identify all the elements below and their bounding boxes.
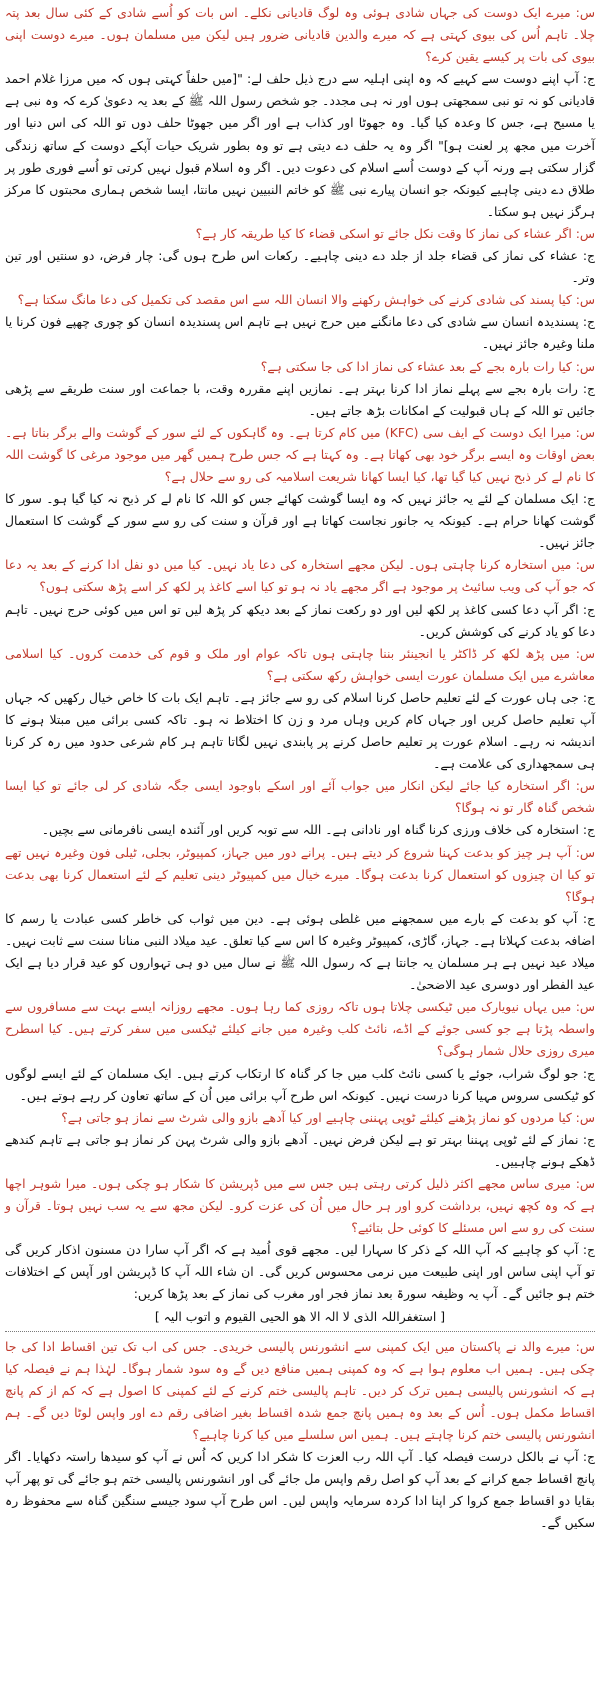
- question-text: س: میں یہاں نیویارک میں ٹیکسی چلاتا ہوں تاکہ روزی کما رہا ہوں۔ مجھے روزانہ ایسے بہت سے مسافروں سے واسطہ پڑتا ہے جو کسی جوئے کے اڈے، نائٹ کلب وغیرہ میں جانے کیلئے ٹیکسی میں سفر کرتے ہیں۔ کیا اسطرح میری روزی حلال شمار ہوگی؟: [5, 999, 595, 1059]
- answer-text: ج: استخارہ کی خلاف ورزی کرنا گناہ اور نادانی ہے۔ اللہ سے توبہ کریں اور آئندہ ایسی نافرمانی سے بچیں۔: [41, 822, 595, 838]
- question-text: س: میرا ایک دوست کے ایف سی (KFC) میں کام کرتا ہے۔ وہ گاہکوں کے لئے سور کے گوشت والے برگر بناتا ہے۔ بعض اوقات وہ ایسے برگر خود بھی کھاتا ہے۔ وہ کہتا ہے کہ جس طرح ہمیں گھر میں موجود مرغی کا گوشت اللہ کا نام لے کر ذبح نہیں کیا گیا تھا، کیا ایسا کھانا شریعت اسلامیہ کی رو سے حلال ہے؟: [5, 424, 595, 484]
- section-divider: [5, 1331, 595, 1332]
- answer-text: ج: اگر آپ دعا کسی کاغذ پر لکھ لیں اور دو رکعت نماز کے بعد دیکھ کر پڑھ لیں تو اس میں کوئی حرج نہیں۔ تاہم دعا کو یاد کرنے کی کوشش کریں۔: [5, 601, 595, 639]
- question-text: س: میرے والد نے پاکستان میں ایک کمپنی سے انشورنس پالیسی خریدی۔ جس کی اب تک تین اقساط ادا کی جا چکی ہیں۔ ہمیں اب معلوم ہوا ہے کہ وہ کمپنی ہمیں منافع دیں گے وہ سود شمار ہوگا۔ لہٰذا ہم نے فیصلہ کیا ہے کہ انشورنس پالیسی ہمیں ترک کر دیں۔ تاہم پالیسی ختم کرنے کے لئے کمپنی کا اصول ہے کہ کم از کم پانچ اقساط مکمل ہوں۔ اُس کے بعد وہ ہمیں پانچ جمع شدہ اقساط بغیر اضافی رقم دے اور واپس لوٹا دیں گے۔ ہم انشورنس پالیسی ختم کرنا چاہتے ہیں۔ ہمیں اس سلسلے میں کیا کرنا چاہیے؟: [5, 1338, 595, 1442]
- answer-text: ج: آپ نے بالکل درست فیصلہ کیا۔ آپ اللہ رب العزت کا شکر ادا کریں کہ اُس نے آپ کو سیدھا راستہ دکھایا۔ اگر پانچ اقساط جمع کرانے کے بعد آپ کو اصل رقم واپس مل جائے گی اور انشورنس پالیسی ختم ہو جائے گی تو پھر آپ بقایا دو اقساط جمع کروا کر اپنا ادا کردہ سرمایہ واپس لیں۔ اس طرح آپ سود جیسے سنگین گناہ سے محفوظ رہ سکیں گے۔: [4, 1449, 595, 1531]
- answer-text: ج: رات بارہ بجے سے پہلے نماز ادا کرنا بہتر ہے۔ نمازیں اپنے مقررہ وقت، با جماعت اور سنت طریقے سے پڑھی جائیں تو اللہ کے ہاں قبولیت کے امکانات بڑھ جاتے ہیں۔: [5, 380, 595, 418]
- question-text: س: آپ ہر چیز کو بدعت کہنا شروع کر دیتے ہیں۔ پرانے دور میں جہاز، کمپیوٹر، بجلی، ٹیلی فون وغیرہ نہیں تھے تو کیا ان چیزوں کو استعمال کرنا بدعت ہوگا۔ میرے خیال میں کمپیوٹر دینی تعلیم کے لئے استعمال کرنا بھی بدعت ہوگا؟: [5, 844, 595, 904]
- question-text: س: اگر عشاء کی نماز کا وقت نکل جائے تو اسکی قضاء کا کیا طریقہ کار ہے؟: [195, 225, 595, 241]
- question-text: س: کیا رات بارہ بجے کے بعد عشاء کی نماز ادا کی جا سکتی ہے؟: [260, 358, 595, 374]
- answer-text: ج: ایک مسلمان کے لئے یہ جائز نہیں کہ وہ ایسا گوشت کھائے جس کو اللہ کا نام لے کر ذبح نہ کیا گیا ہو۔ سور کا گوشت کھانا حرام ہے۔ کیونکہ یہ جانور نجاست کھاتا ہے اور قرآن و سنت کی رو سے سور کے گوشت کا استعمال جائز نہیں۔: [5, 491, 595, 551]
- question-text: س: میری ساس مجھے اکثر ذلیل کرتی رہتی ہیں جس سے میں ڈپریشن کا شکار ہو چکی ہوں۔ میرا شوہر اچھا ہے کہ وہ کچھ نہیں، برداشت کرو اور ہر حال میں اُن کی عزت کرو۔ لیکن مجھ سے یہ سب نہیں ہوتا۔ قرآن و سنت کی رو سے اس مسئلے کا کوئی حل بتائیے؟: [5, 1175, 595, 1236]
- answer-text: ج: آپ کو چاہیے کہ آپ اللہ کے ذکر کا سہارا لیں۔ مجھے قوی اُمید ہے کہ اگر آپ سارا دن مسنون اذکار کریں گی تو آپ اپنی ساس اور اپنی طبیعت میں نرمی محسوس کریں گی۔ ان شاء اللہ آپ کا ڈپریشن اور آپس کے اختلافات ختم ہو جائیں گے۔ آپ یہ وظیفہ سورۃ بعد نماز فجر اور مغرب کی نماز کے بعد پڑھا کریں:: [5, 1242, 595, 1302]
- question-text: س: کیا پسند کی شادی کرنے کی خواہش رکھنے والا انسان اللہ سے اس مقصد کی تکمیل کی دعا مانگ سکتا ہے؟: [17, 292, 595, 308]
- question-text: س: میرے ایک دوست کی جہاں شادی ہوئی وہ لوگ قادیانی نکلے۔ اس بات کو اُسے شادی کے کئی سال بعد پتہ چلا۔ تاہم اُس کی بیوی کہتی ہے کہ میرے والدین قادیانی ضرور ہیں لیکن میں مسلمان ہوں۔ میرے دوست اپنی بیوی کی بات پر کیسے یقین کرے؟: [5, 5, 595, 65]
- answer-text: ج: جو لوگ شراب، جوئے یا کسی نائٹ کلب میں جا کر گناہ کا ارتکاب کرتے ہیں۔ ایک مسلمان کے لئے ایسے لوگوں کو ٹیکسی سروس مہیا کرنا درست نہیں۔ کیونکہ اس طرح آپ برائی میں اُن کے ساتھ تعاون کر رہے ہوتے ہیں۔: [5, 1065, 595, 1103]
- answer-text: ج: جی ہاں عورت کے لئے تعلیم حاصل کرنا اسلام کی رو سے جائز ہے۔ تاہم ایک بات کا خاص خیال رکھیں کہ جہاں آپ تعلیم حاصل کریں اور جہاں کام کریں وہاں مرد و زن کا اختلاط نہ ہو۔ تاکہ کسی برائی میں مبتلا ہونے کا اندیشہ نہ رہے۔ اسلام عورت پر تعلیم حاصل کرنے پر پابندی نہیں لگاتا تاہم ہر کام شرعی حدود میں رہ کر کرنا ہی سمجھداری کی علامت ہے۔: [5, 689, 595, 772]
- prayer-text: [ استغفراللہ الذی لا الہ الا ھو الحیی القیوم و اتوب الیہ ]: [154, 1308, 446, 1324]
- answer-text: ج: نماز کے لئے ٹوپی پہننا بہتر تو ہے لیکن فرض نہیں۔ آدھے بازو والی شرٹ پہن کر نماز ہو جاتی ہے تاہم کندھے ڈھکے ہونے چاہییں۔: [5, 1131, 595, 1169]
- question-text: س: میں استخارہ کرنا چاہتی ہوں۔ لیکن مجھے استخارہ کی دعا یاد نہیں۔ کیا میں دو نفل ادا کرنے کے بعد یہ دعا کہ جو آپ کی ویب سائیٹ پر موجود ہے اگر مجھے یاد نہ ہو تو کیا اسے کاغذ پر لکھ کر اسے پڑھ سکتی ہوں؟: [5, 557, 595, 595]
- answer-text: ج: آپ کو بدعت کے بارے میں سمجھنے میں غلطی ہوئی ہے۔ دین میں ثواب کی خاطر کسی عبادت یا رسم کا اضافہ بدعت کہلاتا ہے۔ جہاز، گاڑی، کمپیوٹر وغیرہ کا اس سے کیا تعلق۔ عید میلاد النبی منانا سنت سے ثابت نہیں۔ میلاد عید نہیں ہے ہر مسلمان یہ جانتا ہے کہ رسول اللہ ﷺ نے سال میں دو ہی تہواروں کو عید قرار دیا ہے ایک عید الفطر اور دوسری عید الاضحیٰ۔: [5, 910, 595, 993]
- answer-text: ج: پسندیدہ انسان سے شادی کی دعا مانگنے میں حرج نہیں ہے تاہم اس پسندیدہ انسان کو چوری چھپے فون کرنا یا ملنا وغیرہ جائز نہیں۔: [5, 314, 595, 352]
- answer-text: ج: آپ اپنے دوست سے کہیے کہ وہ اپنی اہلیہ سے درج ذیل حلف لے: "[میں حلفاً کہتی ہوں کہ میں مرزا غلام احمد قادیانی کو نہ تو نبی سمجھتی ہوں اور نہ ہی مجدد۔ جو شخص رسول اللہ ﷺ کے بعد یہ دعویٰ کرے کہ وہ نبی ہے یا مسیح ہے، جس کا وعدہ کیا گیا۔ وہ جھوٹا اور کذاب ہے اور اگر میں جھوٹا حلف دوں تو اللہ کی اس دنیا اور آخرت میں مجھ پر لعنت ہو]" اگر وہ یہ حلف دے دیتی ہے تو وہ بطور شریک حیات آپکے دوست کے ساتھ زندگی گزار سکتی ہے ورنہ آپ کے دوست اُسے اسلام کی دعوت دیں۔ اگر وہ اسلام قبول نہیں کرتی تو اُسے فوری طور پر طلاق دے دینی چاہیے کیونکہ جو انسان پیارے نبی ﷺ کو خاتم النبیین نہیں مانتا، ایسا شخص ہماری محبتوں کا مرکز ہرگز نہیں ہو سکتا۔: [5, 71, 595, 219]
- question-text: س: اگر استخارہ کیا جائے لیکن انکار میں جواب آئے اور اسکے باوجود ایسی جگہ شادی کر لی جائے تو کیا ایسا شخص گناہ گار تو نہ ہوگا؟: [5, 778, 595, 816]
- question-text: س: کیا مردوں کو نماز پڑھنے کیلئے ٹوپی پہننی چاہیے اور کیا آدھے بازو والی شرٹ سے نماز ہو جاتی ہے؟: [61, 1109, 595, 1125]
- answer-text: ج: عشاء کی نماز کی قضاء جلد از جلد دے دینی چاہیے۔ رکعات اس طرح ہوں گی: چار فرض، دو سنتیں اور تین وتر۔: [5, 248, 595, 286]
- question-text: س: میں پڑھ لکھ کر ڈاکٹر یا انجینئر بننا چاہتی ہوں تاکہ عوام اور ملک و قوم کی خدمت کروں۔ کیا اسلامی معاشرے میں ایک مسلمان عورت ایسی خواہش رکھ سکتی ہے؟: [5, 645, 595, 683]
